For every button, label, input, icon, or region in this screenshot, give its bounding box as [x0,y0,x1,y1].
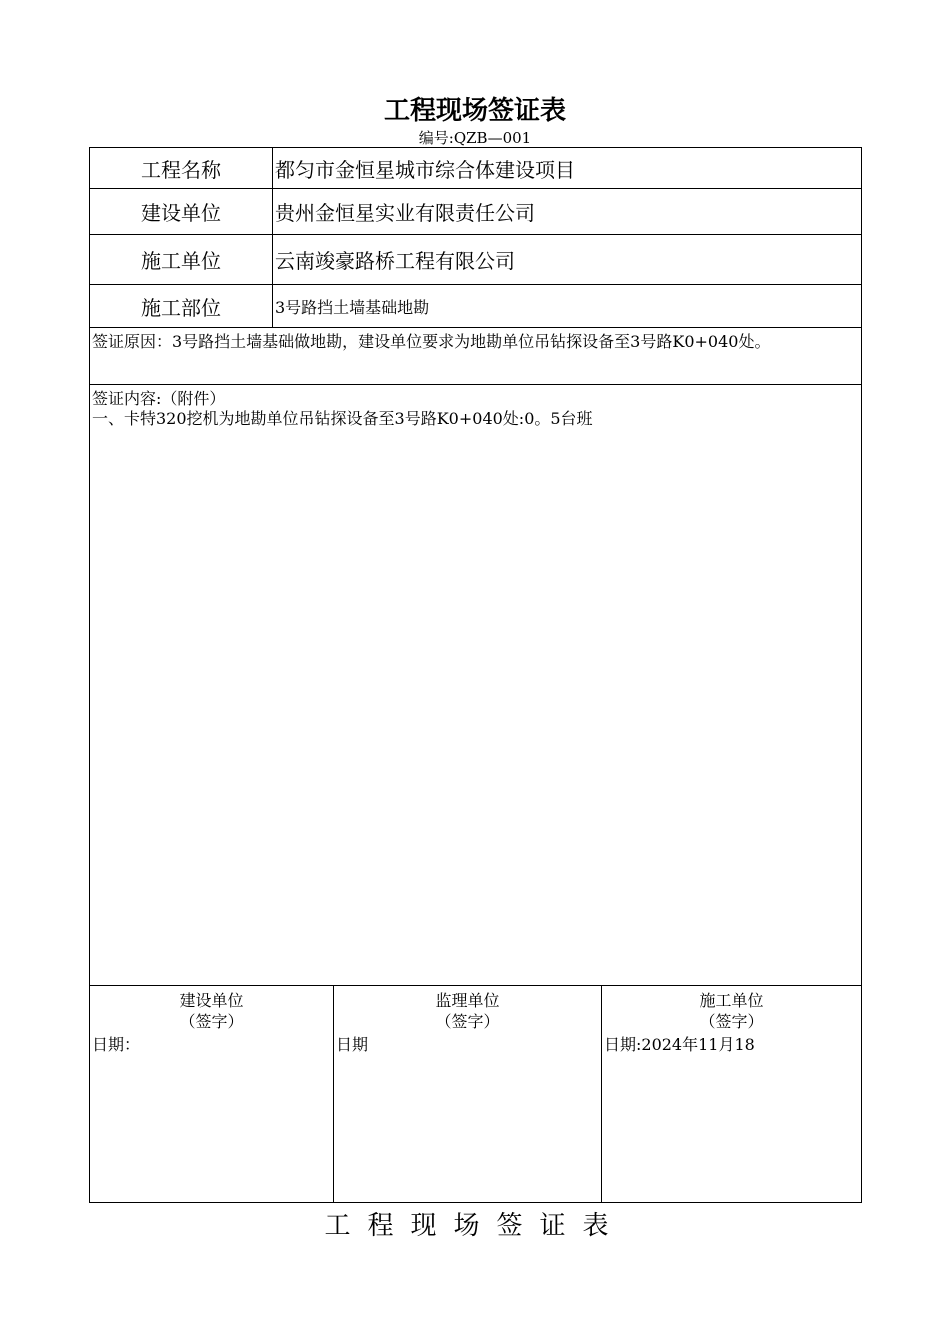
signature-owner-unit: 建设单位 [179,991,244,1010]
row-signatures [90,986,861,1202]
signature-owner-sign: （签字） [179,1012,244,1031]
row-contractor [90,235,861,285]
signature-supervisor-date: 日期 [336,1035,369,1054]
contractor-label: 施工单位 [90,235,273,284]
signature-supervisor-unit: 监理单位 [435,991,500,1010]
visa-form [89,147,862,1203]
signature-owner [90,986,334,1202]
row-project-name [90,148,861,189]
owner-unit-value: 贵州金恒星实业有限责任公司 [275,201,535,225]
form-number: 编号:QZB—001 [418,129,532,147]
signature-supervisor [334,986,602,1202]
visa-content-item: 一、卡特320挖机为地勘单位吊钻探设备至3号路K0+040处:0。5台班 [92,409,593,428]
row-content [90,385,861,986]
footer-title: 工程现场签证表 [324,1211,626,1241]
work-location-label: 施工部位 [90,285,273,327]
owner-unit-label: 建设单位 [90,189,273,234]
row-reason [90,328,861,385]
visa-content-heading: 签证内容:（附件） [92,389,226,408]
signature-contractor-date: 日期:2024年11月18 [604,1035,755,1054]
page-title: 工程现场签证表 [383,96,566,126]
signature-contractor [602,986,861,1202]
project-name-value: 都匀市金恒星城市综合体建设项目 [275,157,575,182]
project-name-label: 工程名称 [90,148,273,188]
visa-reason: 签证原因：3号路挡土墙基础做地勘，建设单位要求为地勘单位吊钻探设备至3号路K0+040处。 [92,332,771,351]
contractor-value: 云南竣豪路桥工程有限公司 [275,249,515,273]
row-work-location [90,285,861,328]
signature-contractor-unit: 施工单位 [699,991,764,1010]
signature-contractor-sign: （签字） [699,1012,764,1031]
work-location-value: 3号路挡土墙基础地勘 [275,297,430,317]
signature-supervisor-sign: （签字） [435,1012,500,1031]
signature-owner-date: 日期： [92,1035,141,1054]
row-owner-unit [90,189,861,235]
